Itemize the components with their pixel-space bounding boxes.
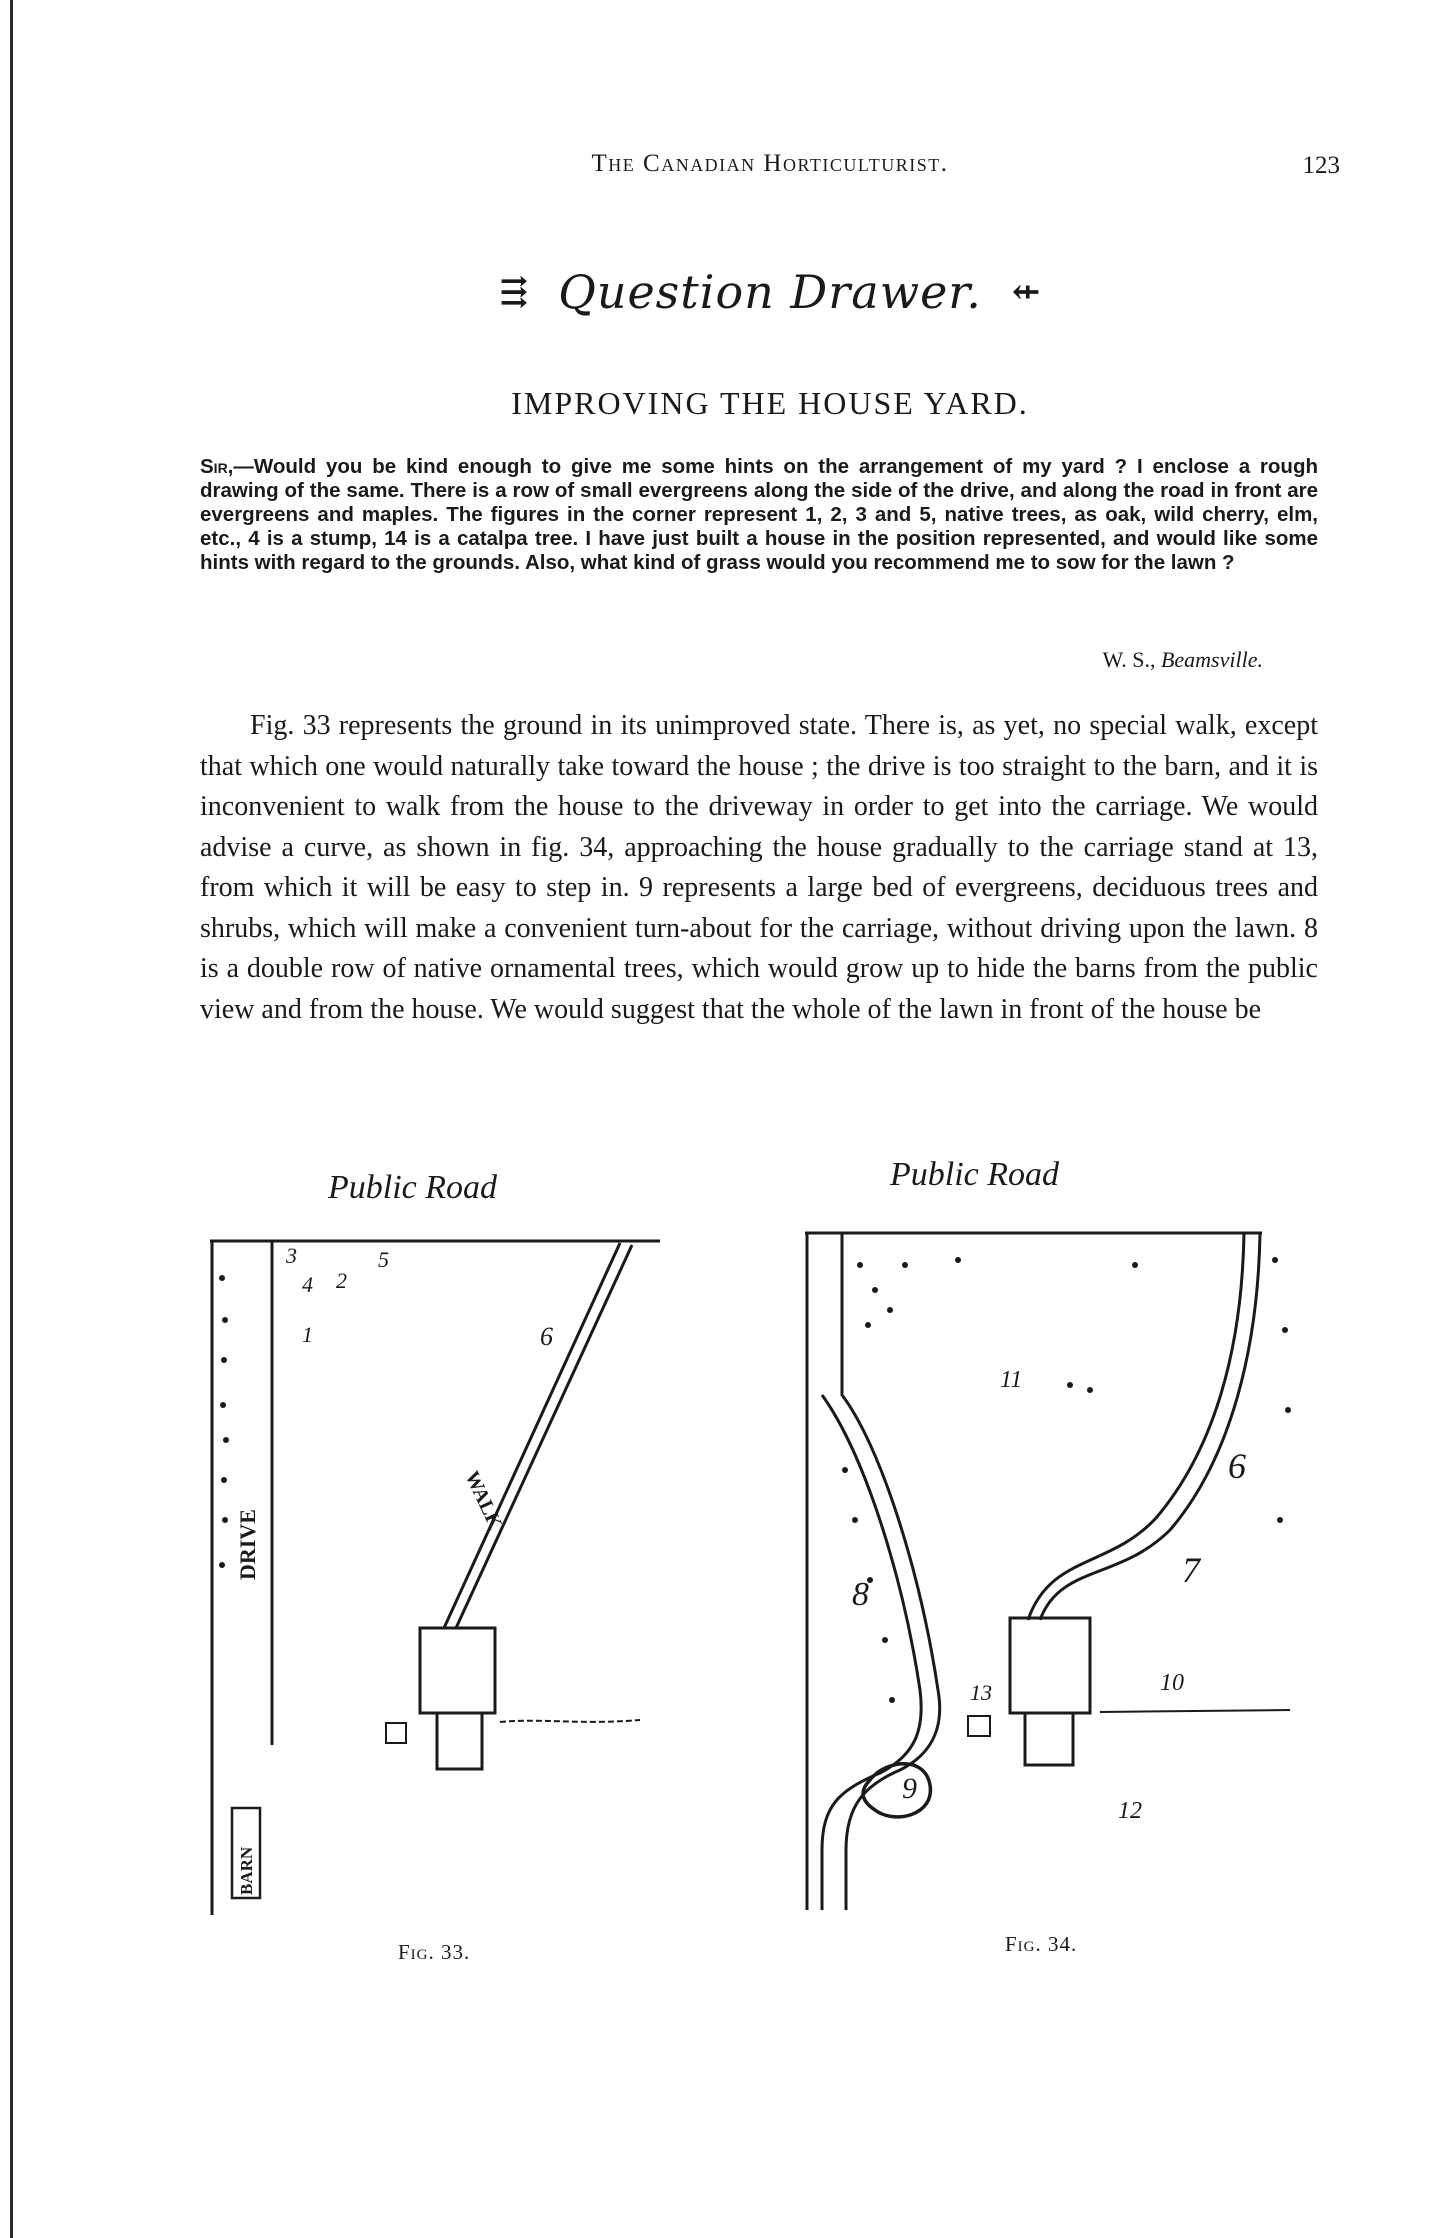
fig33-label-4: 4 xyxy=(302,1272,313,1297)
running-title: The Canadian Horticulturist. xyxy=(591,150,949,177)
signature-initials: W. S., xyxy=(1102,647,1156,672)
fig34-label-10: 10 xyxy=(1160,1670,1184,1696)
figure-33-plan xyxy=(210,1241,660,1915)
fig34-curved-walk-outer xyxy=(1040,1233,1260,1620)
fig34-house xyxy=(1010,1618,1090,1713)
fig33-walk-label: WALK xyxy=(460,1467,507,1533)
letter-salutation: Sir, xyxy=(200,455,234,478)
fig33-label-1: 1 xyxy=(302,1322,313,1347)
fig33-label-3: 3 xyxy=(286,1243,297,1268)
fig33-drive-label: DRIVE xyxy=(235,1509,260,1580)
fig33-fence-line xyxy=(500,1720,640,1722)
fig34-caption: Fig. 34. xyxy=(1005,1932,1078,1956)
fig33-house-ell xyxy=(437,1713,482,1769)
fig34-fence-line xyxy=(1100,1710,1290,1712)
fig33-caption: Fig. 33. xyxy=(398,1940,471,1964)
figure-labels xyxy=(235,1156,1246,1895)
fig33-evergreen-dots xyxy=(219,1275,229,1568)
page-number: 123 xyxy=(1302,152,1340,179)
fig34-road-label: Public Road xyxy=(890,1156,1060,1193)
letter-body: —Would you be kind enough to give me some hints on the arrangement of my yard ? I enclose a rough drawing of the same. There is a row of small evergreens along the side of the drive, and along the road in front are evergreens and maples. The figures in the corner represent 1, 2, 3 and 5, native trees, as oak, wild cherry, elm, etc., 4 is a stump, 14 is a catalpa tree. I have just built a house in the position represented, and would like some hints with regard to the grounds. Also, what kind of grass would you recommend me to sow for the lawn ? xyxy=(200,455,1318,574)
fig34-house-ell xyxy=(1025,1713,1073,1765)
article-title: IMPROVING THE HOUSE YARD. xyxy=(511,385,1029,421)
fig33-walk-line-a xyxy=(444,1243,620,1628)
section-title: Question Drawer. xyxy=(558,265,982,319)
fig33-barn-label: BARN xyxy=(237,1846,256,1895)
fig33-walk-line-b xyxy=(456,1245,632,1628)
fig34-label-7: 7 xyxy=(1182,1550,1200,1590)
fig34-label-11: 11 xyxy=(1000,1367,1023,1393)
fig33-carriage-block xyxy=(386,1723,406,1743)
fig33-label-5: 5 xyxy=(378,1247,389,1272)
fig33-label-6: 6 xyxy=(540,1322,553,1351)
fig34-label-13: 13 xyxy=(970,1680,992,1705)
right-ornament-icon: ⇷ xyxy=(1011,274,1041,311)
fig33-label-2: 2 xyxy=(336,1268,347,1293)
fig33-house xyxy=(420,1628,495,1713)
signature-place: Beamsville. xyxy=(1160,647,1263,672)
fig34-curved-walk-inner xyxy=(1028,1233,1244,1620)
figure-34-plan xyxy=(805,1233,1291,1910)
fig34-drive-outer xyxy=(842,1233,940,1910)
editor-answer: Fig. 33 represents the ground in its unimproved state. There is, as yet, no special walk, except that which one would naturally take toward the house ; the drive is too straight to the barn, and it is inconvenient to walk from the house to the driveway in order to get into the carriage. We would advise a curve, as shown in fig. 34, approaching the house gradually to the carriage stand at 13, from which it will be easy to step in. 9 represents a large bed of evergreens, deciduous trees and shrubs, which will make a convenient turn-about for the carriage, without driving upon the lawn. 8 is a double row of native ornamental trees, which would grow up to hide the barns from the public view and from the house. We would suggest that the whole of the lawn in front of the house be xyxy=(200,710,1318,1025)
fig33-road-label: Public Road xyxy=(328,1169,498,1206)
fig34-label-8: 8 xyxy=(852,1576,869,1613)
fig34-label-6: 6 xyxy=(1228,1446,1246,1486)
fig34-carriage-stand xyxy=(968,1716,990,1736)
fig34-label-9: 9 xyxy=(902,1772,917,1805)
left-ornament-icon: ⇶ xyxy=(499,274,529,311)
fig34-label-12: 12 xyxy=(1118,1798,1142,1824)
fig34-drive-inner xyxy=(822,1395,921,1910)
